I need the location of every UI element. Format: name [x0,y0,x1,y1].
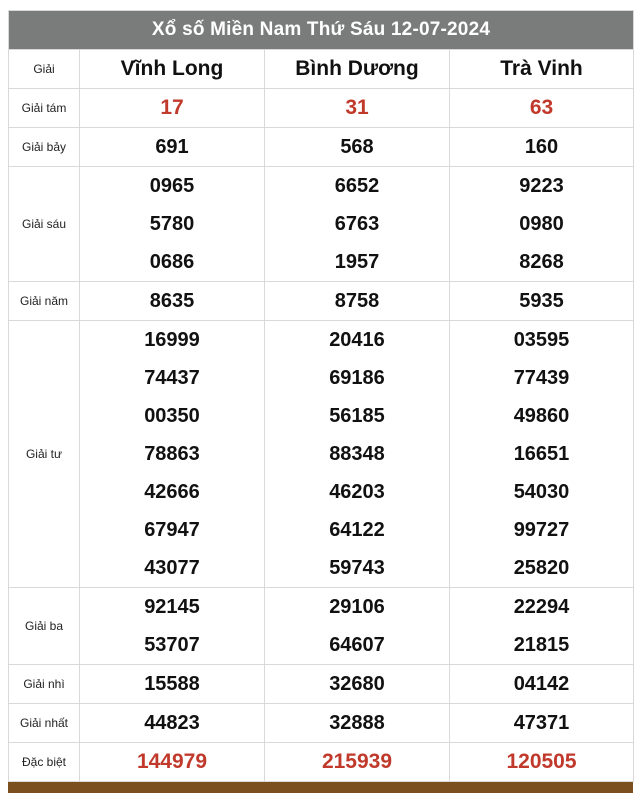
prize-number: 21815 [513,634,570,656]
prize-label: Giải tám [9,89,80,128]
prize-column-header: Giải [9,50,80,89]
prize-cell [80,588,265,665]
prize-number: 42666 [144,481,200,503]
prize-number: 568 [340,136,374,158]
prize-number: 78863 [144,443,200,465]
prize-cell [450,128,634,167]
prize-row-g4 [9,321,634,588]
prize-row-g3 [9,588,634,665]
prize-cell [265,743,450,782]
prize-number: 46203 [329,481,385,503]
prize-label: Giải năm [9,282,80,321]
prize-number: 59743 [329,557,385,579]
prize-number: 00350 [144,405,200,427]
prize-cell [80,128,265,167]
prize-number: 8635 [149,290,195,312]
prize-number: 9223 [519,175,564,197]
prize-row-g2 [9,665,634,704]
prize-number: 32888 [329,712,385,734]
prize-cell [265,321,450,588]
province-binh-duong[interactable]: Bình Dương [265,50,450,89]
prize-cell [450,588,634,665]
prize-number: 56185 [329,405,385,427]
prize-number: 1957 [334,251,380,273]
prize-number: 32680 [329,673,385,695]
prize-cell [80,704,265,743]
prize-number: 77439 [513,367,570,389]
prize-number: 5935 [519,290,564,312]
footer-bar [8,782,633,793]
prize-number: 53707 [144,634,200,656]
prize-number: 16651 [513,443,570,465]
prize-cell [265,665,450,704]
prize-label: Giải nhì [9,665,80,704]
prize-cell [450,89,634,128]
prize-number: 8758 [334,290,380,312]
prize-number: 0980 [519,213,564,235]
prize-label: Giải bảy [9,128,80,167]
prize-cell [80,321,265,588]
prize-cell [80,282,265,321]
prize-cell [450,704,634,743]
prize-number: 15588 [144,673,200,695]
prize-number: 0965 [149,175,195,197]
prize-number: 0686 [149,251,195,273]
prize-row-g7 [9,128,634,167]
prize-number: 215939 [321,750,393,773]
prize-number: 49860 [513,405,570,427]
prize-number: 144979 [136,750,208,773]
prize-number: 63 [529,96,554,119]
prize-row-g1 [9,704,634,743]
prize-number: 64122 [329,519,385,541]
prize-cell [450,167,634,282]
prize-number: 88348 [329,443,385,465]
prize-cell [265,588,450,665]
prize-cell [80,665,265,704]
prize-cell [265,167,450,282]
prize-cell [450,321,634,588]
prize-number: 22294 [513,596,570,618]
prize-number: 5780 [149,213,195,235]
prize-cell [80,167,265,282]
prize-number: 31 [345,96,369,119]
prize-number: 69186 [329,367,385,389]
prize-number: 74437 [144,367,200,389]
prize-number: 160 [524,136,559,158]
prize-number: 47371 [513,712,570,734]
prize-label: Giải tư [9,321,80,588]
prize-number: 120505 [506,750,577,773]
prize-number: 64607 [329,634,385,656]
prize-number: 691 [155,136,189,158]
prize-cell [450,665,634,704]
prize-cell [80,743,265,782]
prize-cell [265,704,450,743]
prize-cell [80,89,265,128]
prize-row-g5 [9,282,634,321]
prize-cell [265,282,450,321]
prize-label: Giải nhất [9,704,80,743]
province-vinh-long[interactable]: Vĩnh Long [80,50,265,89]
prize-number: 99727 [513,519,570,541]
province-header-row [9,50,634,89]
prize-label: Giải sáu [9,167,80,282]
prize-number: 44823 [144,712,200,734]
prize-number: 16999 [144,329,200,351]
prize-cell [450,743,634,782]
lottery-results-table [8,10,634,782]
prize-label: Đặc biệt [9,743,80,782]
prize-cell [265,89,450,128]
prize-number: 29106 [329,596,385,618]
prize-rows [9,89,634,782]
province-tra-vinh[interactable]: Trà Vinh [450,50,634,89]
prize-number: 43077 [144,557,200,579]
prize-number: 8268 [519,251,564,273]
prize-row-g6 [9,167,634,282]
prize-number: 54030 [513,481,570,503]
prize-number: 03595 [513,329,570,351]
prize-row-g8 [9,89,634,128]
prize-number: 17 [160,96,184,119]
prize-cell [450,282,634,321]
prize-cell [265,128,450,167]
prize-number: 6652 [334,175,380,197]
prize-number: 6763 [334,213,380,235]
prize-number: 92145 [144,596,200,618]
prize-number: 67947 [144,519,200,541]
prize-number: 04142 [513,673,570,695]
prize-label: Giải ba [9,588,80,665]
table-title: Xổ số Miền Nam Thứ Sáu 12-07-2024 [9,11,634,50]
prize-row-db [9,743,634,782]
prize-number: 25820 [513,557,570,579]
prize-number: 20416 [329,329,385,351]
